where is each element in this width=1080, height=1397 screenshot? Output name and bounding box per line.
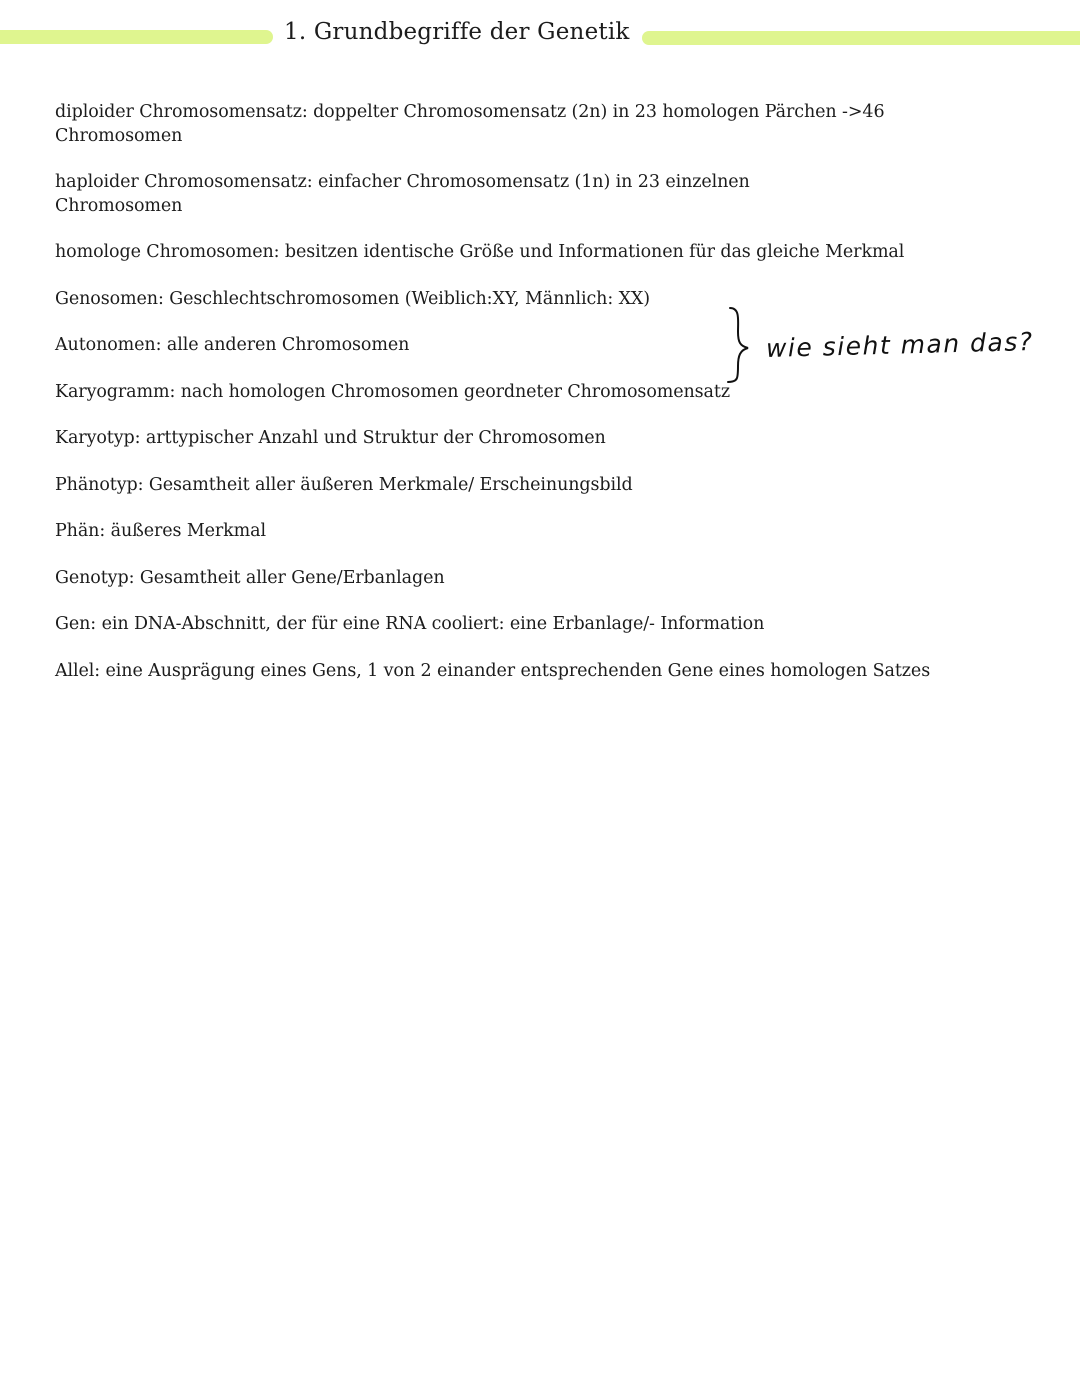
definition-diploid: diploider Chromosomensatz: doppelter Chromosomensatz (2n) in 23 homologen Pärchen ->46 Chromosomen bbox=[55, 102, 885, 146]
definition-phaen: Phän: äußeres Merkmal bbox=[55, 521, 266, 541]
curly-brace-icon bbox=[726, 302, 756, 386]
definition-autonomen: Autonomen: alle anderen Chromosomen bbox=[55, 335, 410, 355]
title-highlight-right bbox=[642, 31, 1080, 45]
definition-gen: Gen: ein DNA-Abschnitt, der für eine RNA cooliert: eine Erbanlage/- Information bbox=[55, 614, 765, 634]
definition-genosomen: Genosomen: Geschlechtschromosomen (Weiblich:XY, Männlich: XX) bbox=[55, 288, 651, 309]
definition-karyogramm: Karyogramm: nach homologen Chromosomen geordneter Chromosomensatz bbox=[55, 381, 730, 402]
definition-genotyp: Genotyp: Gesamtheit aller Gene/Erbanlagen bbox=[55, 567, 445, 588]
definition-list bbox=[55, 101, 955, 706]
page-title: 1. Grundbegriffe der Genetik bbox=[284, 19, 630, 45]
definition-haploid: haploider Chromosomensatz: einfacher Chromosomensatz (1n) in 23 einzelnen Chromosomen bbox=[55, 172, 750, 216]
handwritten-note bbox=[726, 302, 1076, 386]
handwritten-question: wie sieht man das? bbox=[765, 326, 1034, 363]
definition-allel: Allel: eine Ausprägung eines Gens, 1 von 2 einander entsprechenden Gene eines homologen Satzes bbox=[55, 660, 931, 681]
definition-karyotyp: Karyotyp: arttypischer Anzahl und Struktur der Chromosomen bbox=[55, 428, 606, 448]
title-highlight-left bbox=[0, 30, 273, 44]
definition-homologe-chromosomen: homologe Chromosomen: besitzen identische Größe und Informationen für das gleiche Merkmal bbox=[55, 242, 905, 262]
definition-phaenotyp: Phänotyp: Gesamtheit aller äußeren Merkmale/ Erscheinungsbild bbox=[55, 474, 633, 495]
